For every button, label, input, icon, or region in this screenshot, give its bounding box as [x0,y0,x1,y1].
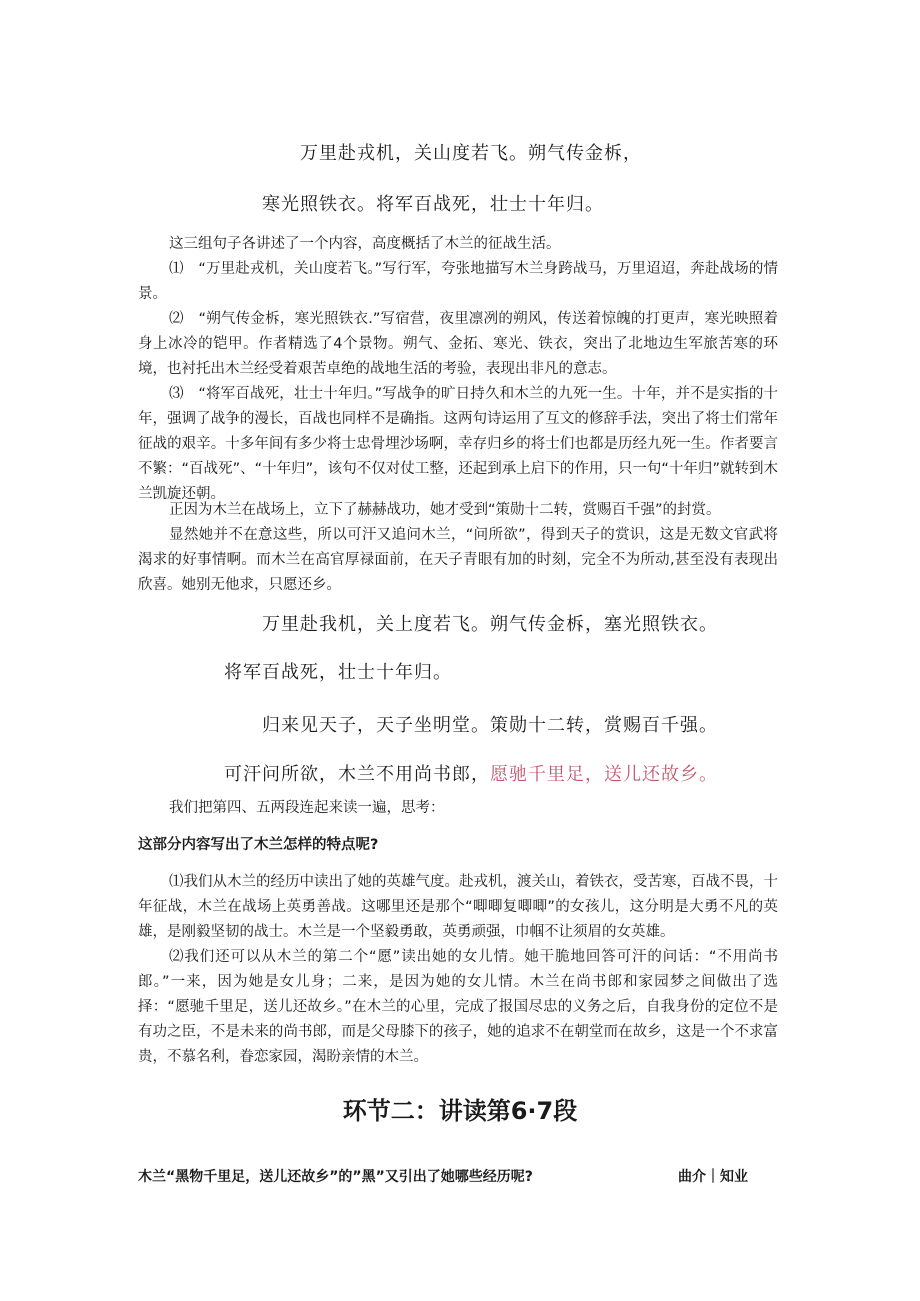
award-paragraph: 正因为木兰在战场上，立下了赫赫战功，她才受到“策勋十二转，赏赐百千强”的封赏。 [169,502,721,518]
poem-mid-line-4 [224,760,718,786]
poem-top-line-1: 万里赴戎机，关山度若飞。朔气传金柝， [300,143,642,164]
point-1: ⑴ “万里赴戎机，关山度若飞。”写行军，夸张地描写木兰身跨战马，万里迢迢，奔赴战场的情景。 [138,261,778,302]
point-2: ⑵ “朔气传金柝，寒光照铁衣.”写宿营，夜里凛冽的朔风，传送着惊魄的打更声，寒光映照着身上冰冷的铠甲。作者精选了4个景物。朔气、金拓、寒光、铁衣，突出了北地边生军旅苦寒的环境，也衬托出木兰经受着艰苦卓绝的战地生活的考验，表现出非凡的意志。 [138,311,778,377]
poem-top-line-2: 寒光照铁衣。将军百战死，壮士十年归。 [262,194,604,215]
point-3: ⑶ “将军百战死，壮士十年归。”写战争的旷日持久和木兰的九死一生。十年，并不是实指的十年，强调了战争的漫长，百战也同样不是确指。这两句诗运用了互文的修辞手法，突出了将士们常年征战的艰辛。十多年间有多少将士忠骨埋沙场啊，幸存归乡的将士们也都是历经九死一生。作者要言不繁：“百战死”、“十年归”，该句不仅对仗工整，还起到承上启下的作用，只一句“十年归”就转到木兰凯旋还朝。 [138,386,778,502]
answer-2: ⑵我们还可以从木兰的第二个“愿”读出她的女儿情。她干脆地回答可汗的问话：“不用尚书郎。”一来，因为她是女儿身；二来，是因为她的女儿情。木兰在尚书郎和家园梦之间做出了选择：“愿驰千里足，送儿还故乡。”在木兰的心里，完成了报国尽忠的义务之后，自我身份的定位不是有功之臣，不是未来的尚书郎，而是父母膝下的孩子，她的追求不在朝堂而在故乡，这是一个不求富贵，不慕名利，眷恋家园，渴盼亲情的木兰。 [138,949,778,1065]
section-heading: 环节二：讲读第6·7段 [342,1097,578,1125]
question-text: 这部分内容写出了木兰怎样的特点呢? [138,837,379,853]
answer-1: ⑴我们从木兰的经历中读出了她的英雄气度。赴戎机，渡关山，着铁衣，受苦寒，百战不畏，十年征战，木兰在战场上英勇善战。这哪里还是那个“唧唧复唧唧”的女孩儿，这分明是大勇不凡的英雄，是刚毅坚韧的战士。木兰是一个坚毅勇敢，英勇顽强，巾帼不让须眉的女英雄。 [138,874,778,940]
poem-mid-line-1: 万里赴我机，关上度若飞。朔气传金柝，塞光照铁衣。 [262,614,718,635]
poem-mid-line-2: 将军百战死，壮士十年归。 [224,662,452,683]
bottom-right-note: 曲介｜知业 [678,1169,748,1185]
instruction-text: 我们把第四、五两段连起来读一遍，思考： [169,800,445,816]
poem-mid-line-3: 归来见天子，天子坐明堂。策勋十二转，赏赐百千强。 [262,715,718,736]
reward-paragraph: 显然她并不在意这些，所以可汗又追问木兰，“问所欲”，得到天子的赏识，这是无数文官武将渴求的好事情啊。而木兰在高官厚禄面前，在天子青眼有加的时刻，完全不为所动,甚至没有表现出欣喜。她别无他求，只愿还乡。 [138,527,778,593]
poem-mid-line-4-plain: 可汗问所欲，木兰不用尚书郎， [224,764,490,785]
intro-paragraph: 这三组句子各讲述了一个内容，高度概括了木兰的征战生活。 [169,236,561,252]
bottom-question: 木兰“黑物千里足，送儿还故乡”的”黑”又引出了她哪些经历呢? [138,1169,533,1185]
poem-mid-line-4-highlight: 愿驰千里足，送儿还故乡。 [490,764,718,785]
